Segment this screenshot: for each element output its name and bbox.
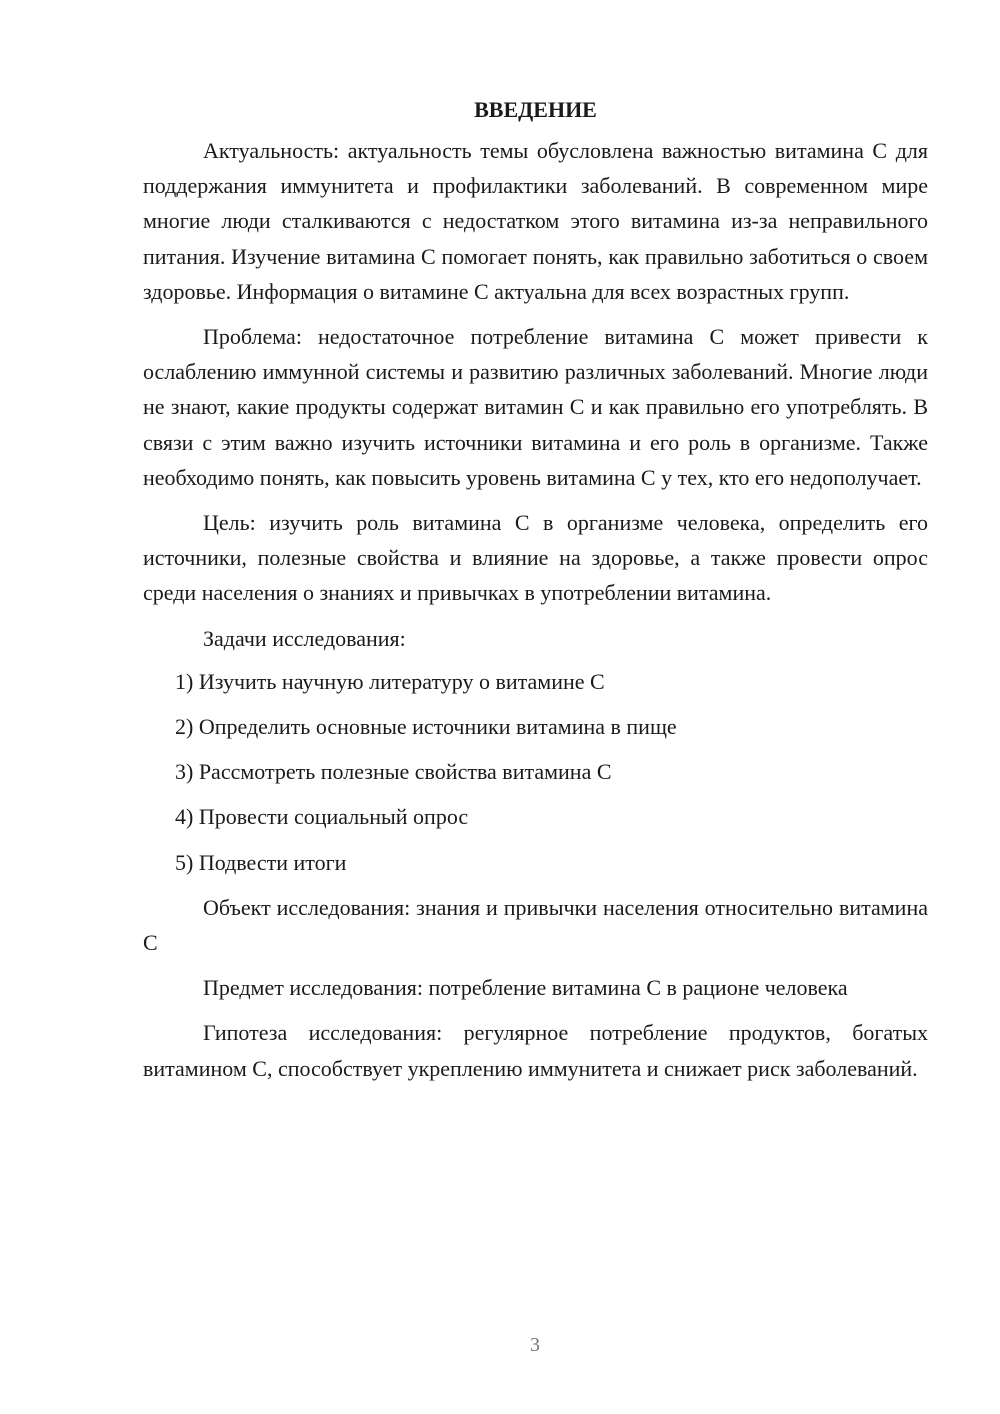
paragraph-object: Объект исследования: знания и привычки населения относительно витамина С xyxy=(143,894,928,956)
list-item: 1) Изучить научную литературу о витамине С xyxy=(175,668,605,694)
paragraph-relevance: Актуальность: актуальность темы обусловлена важностью витамина С для поддержания иммунитета и профилактики заболеваний. В современном мире многие люди сталкиваются с недостатком этого витамина из-за неправильного питания. Изучение витамина С помогает понять, как правильно заботиться о своем здоровье. Информация о витамине С актуальна для всех возрастных групп. xyxy=(143,138,928,304)
page-number: 3 xyxy=(530,1334,540,1356)
paragraph-subject: Предмет исследования: потребление витамина С в рационе человека xyxy=(203,975,848,1001)
list-item: 2) Определить основные источники витамина в пище xyxy=(175,714,677,740)
paragraph-problem: Проблема: недостаточное потребление витамина С может привести к ослаблению иммунной системы и развитию различных заболеваний. Многие люди не знают, какие продукты содержат витамин С и как правильно его употреблять. В связи с этим важно изучить источники витамина и его роль в организме. Также необходимо понять, как повысить уровень витамина С у тех, кто его недополучает. xyxy=(143,324,928,490)
page-title: ВВЕДЕНИЕ xyxy=(474,97,597,122)
list-item: 4) Провести социальный опрос xyxy=(175,804,469,830)
paragraph-goal: Цель: изучить роль витамина С в организме человека, определить его источники, полезные свойства и влияние на здоровье, а также провести опрос среди населения о знаниях и привычках в употреблении витамина. xyxy=(143,510,928,606)
document-page xyxy=(143,92,928,1096)
list-item: 5) Подвести итоги xyxy=(175,849,347,875)
tasks-heading: Задачи исследования: xyxy=(203,625,406,651)
list-item: 3) Рассмотреть полезные свойства витамина С xyxy=(175,759,612,785)
task-list xyxy=(143,664,928,880)
paragraph-hypothesis: Гипотеза исследования: регулярное потребление продуктов, богатых витамином С, способствует укреплению иммунитета и снижает риск заболеваний. xyxy=(143,1020,928,1081)
